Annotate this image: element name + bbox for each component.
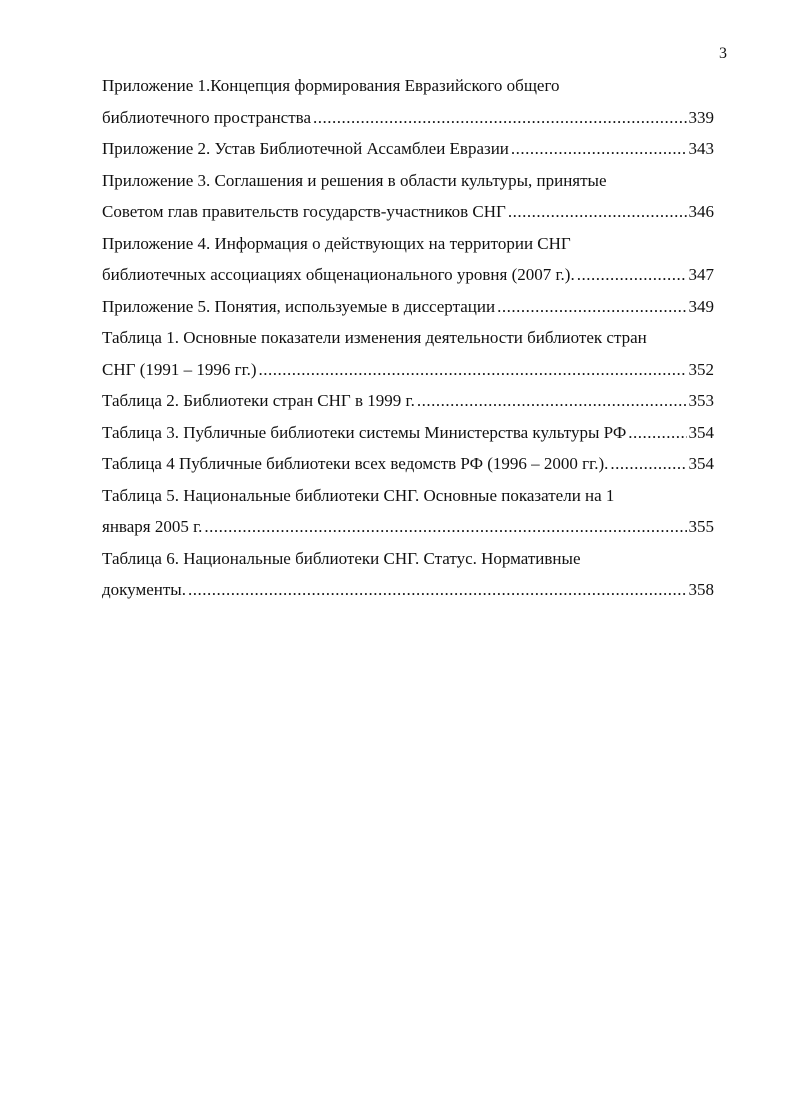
- toc-page-number: 347: [688, 265, 714, 284]
- toc-entry-table-4[interactable]: [102, 448, 714, 480]
- table-of-contents: [102, 70, 714, 606]
- toc-page-number: 343: [688, 139, 714, 158]
- toc-entry-title: библиотечного пространства: [102, 107, 311, 127]
- toc-leader-dots: [259, 354, 687, 386]
- toc-entry-title-line: Приложение 3. Соглашения и решения в области культуры, принятые: [102, 170, 607, 190]
- toc-entry-title: января 2005 г.: [102, 517, 203, 536]
- toc-entry-title-line: Таблица 6. Национальные библиотеки СНГ. Статус. Нормативные: [102, 548, 581, 568]
- toc-leader-dots: [313, 102, 687, 134]
- toc-entry-title-line: Приложение 1.Концепция формирования Евразийского общего: [102, 76, 560, 95]
- toc-leader-dots: [417, 385, 687, 417]
- toc-page-number: 354: [688, 454, 714, 473]
- toc-page-number: 352: [688, 359, 714, 379]
- toc-page-number: 353: [688, 391, 714, 410]
- toc-leader-dots: [628, 417, 686, 449]
- toc-entry-title: документы.: [102, 580, 186, 599]
- toc-entry-title: Приложение 2. Устав Библиотечной Ассамблеи Евразии: [102, 139, 509, 158]
- toc-leader-dots: [577, 259, 687, 291]
- toc-entry-title: СНГ (1991 – 1996 гг.): [102, 359, 257, 379]
- toc-entry-table-1[interactable]: [102, 322, 714, 385]
- toc-entry-title: Таблица 2. Библиотеки стран СНГ в 1999 г.: [102, 391, 415, 410]
- toc-entry-title-line: Таблица 1. Основные показатели изменения деятельности библиотек стран: [102, 328, 647, 347]
- toc-leader-dots: [610, 448, 686, 480]
- toc-leader-dots: [511, 133, 687, 165]
- toc-entry-appendix-1[interactable]: [102, 70, 714, 133]
- toc-leader-dots: [204, 511, 686, 543]
- toc-page-number: 358: [688, 580, 714, 599]
- toc-leader-dots: [188, 574, 687, 606]
- toc-page-number: 349: [688, 296, 714, 316]
- toc-entry-table-5[interactable]: [102, 480, 714, 543]
- toc-entry-title-line: Приложение 4. Информация о действующих на территории СНГ: [102, 233, 571, 253]
- toc-entry-title: Таблица 4 Публичные библиотеки всех ведомств РФ (1996 – 2000 гг.).: [102, 454, 609, 473]
- toc-entry-title: Приложение 5. Понятия, используемые в диссертации: [102, 296, 496, 316]
- toc-page-number: 354: [688, 422, 714, 442]
- toc-entry-title-line: Таблица 5. Национальные библиотеки СНГ. Основные показатели на 1: [102, 485, 615, 505]
- toc-entry-table-2[interactable]: [102, 385, 714, 417]
- toc-page-number: 355: [688, 517, 714, 536]
- toc-entry-title: библиотечных ассоциациях общенационального уровня (2007 г.).: [102, 265, 575, 284]
- toc-entry-title: Таблица 3. Публичные библиотеки системы Министерства культуры РФ: [102, 422, 627, 442]
- toc-leader-dots: [497, 291, 686, 323]
- toc-leader-dots: [508, 196, 687, 228]
- page-number: 3: [719, 45, 727, 62]
- toc-entry-title: Советом глав правительств государств-участников СНГ: [102, 202, 506, 221]
- toc-page-number: 339: [688, 107, 714, 127]
- toc-entry-table-6[interactable]: [102, 543, 714, 606]
- toc-entry-appendix-5[interactable]: [102, 291, 714, 323]
- toc-page-number: 346: [688, 202, 714, 221]
- toc-entry-appendix-3[interactable]: [102, 165, 714, 228]
- toc-entry-table-3[interactable]: [102, 417, 714, 449]
- toc-entry-appendix-2[interactable]: [102, 133, 714, 165]
- toc-entry-appendix-4[interactable]: [102, 228, 714, 291]
